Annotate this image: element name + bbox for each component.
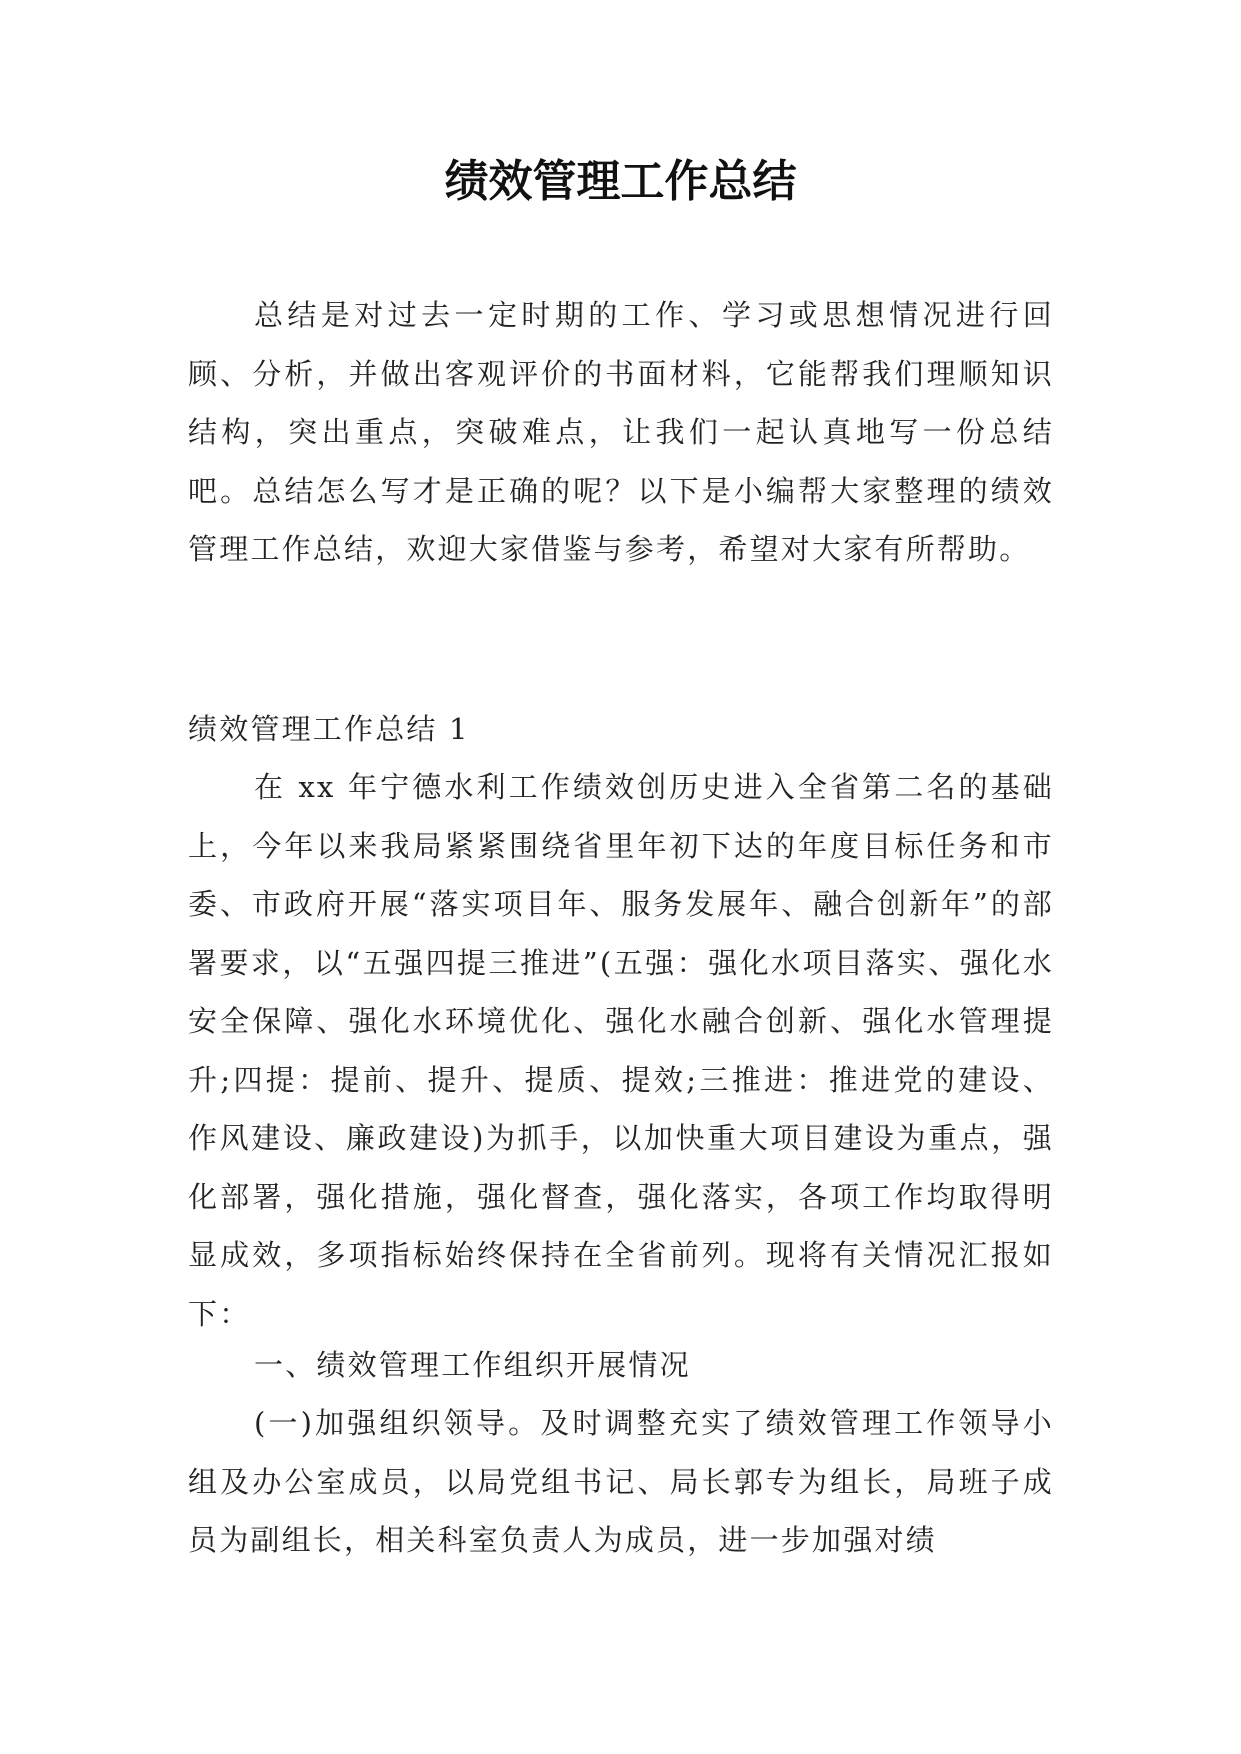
- section-heading: 绩效管理工作总结 1: [188, 712, 470, 746]
- body-paragraph-2: (一)加强组织领导。及时调整充实了绩效管理工作领导小组及办公室成员，以局党组书记、局长郭专为组长，局班子成员为副组长，相关科室负责人为成员，进一步加强对绩: [188, 1406, 1054, 1557]
- intro-paragraph: 总结是对过去一定时期的工作、学习或思想情况进行回顾、分析，并做出客观评价的书面材料，它能帮我们理顺知识结构，突出重点，突破难点，让我们一起认真地写一份总结吧。总结怎么写才是正确的呢？以下是小编帮大家整理的绩效管理工作总结，欢迎大家借鉴与参考，希望对大家有所帮助。: [188, 298, 1054, 566]
- body-paragraph-1: 在 xx 年宁德水利工作绩效创历史进入全省第二名的基础上，今年以来我局紧紧围绕省里年初下达的年度目标任务和市委、市政府开展“落实项目年、服务发展年、融合创新年”的部署要求，以“五强四提三推进”(五强：强化水项目落实、强化水安全保障、强化水环境优化、强化水融合创新、强化水管理提升;四提：提前、提升、提质、提效;三推进：推进党的建设、作风建设、廉政建设)为抓手，以加快重大项目建设为重点，强化部署，强化措施，强化督查，强化落实，各项工作均取得明显成效，多项指标始终保持在全省前列。现将有关情况汇报如下：: [188, 770, 1054, 1331]
- document-title: 绩效管理工作总结: [444, 156, 797, 207]
- subheading-1: 一、绩效管理工作组织开展情况: [254, 1348, 691, 1382]
